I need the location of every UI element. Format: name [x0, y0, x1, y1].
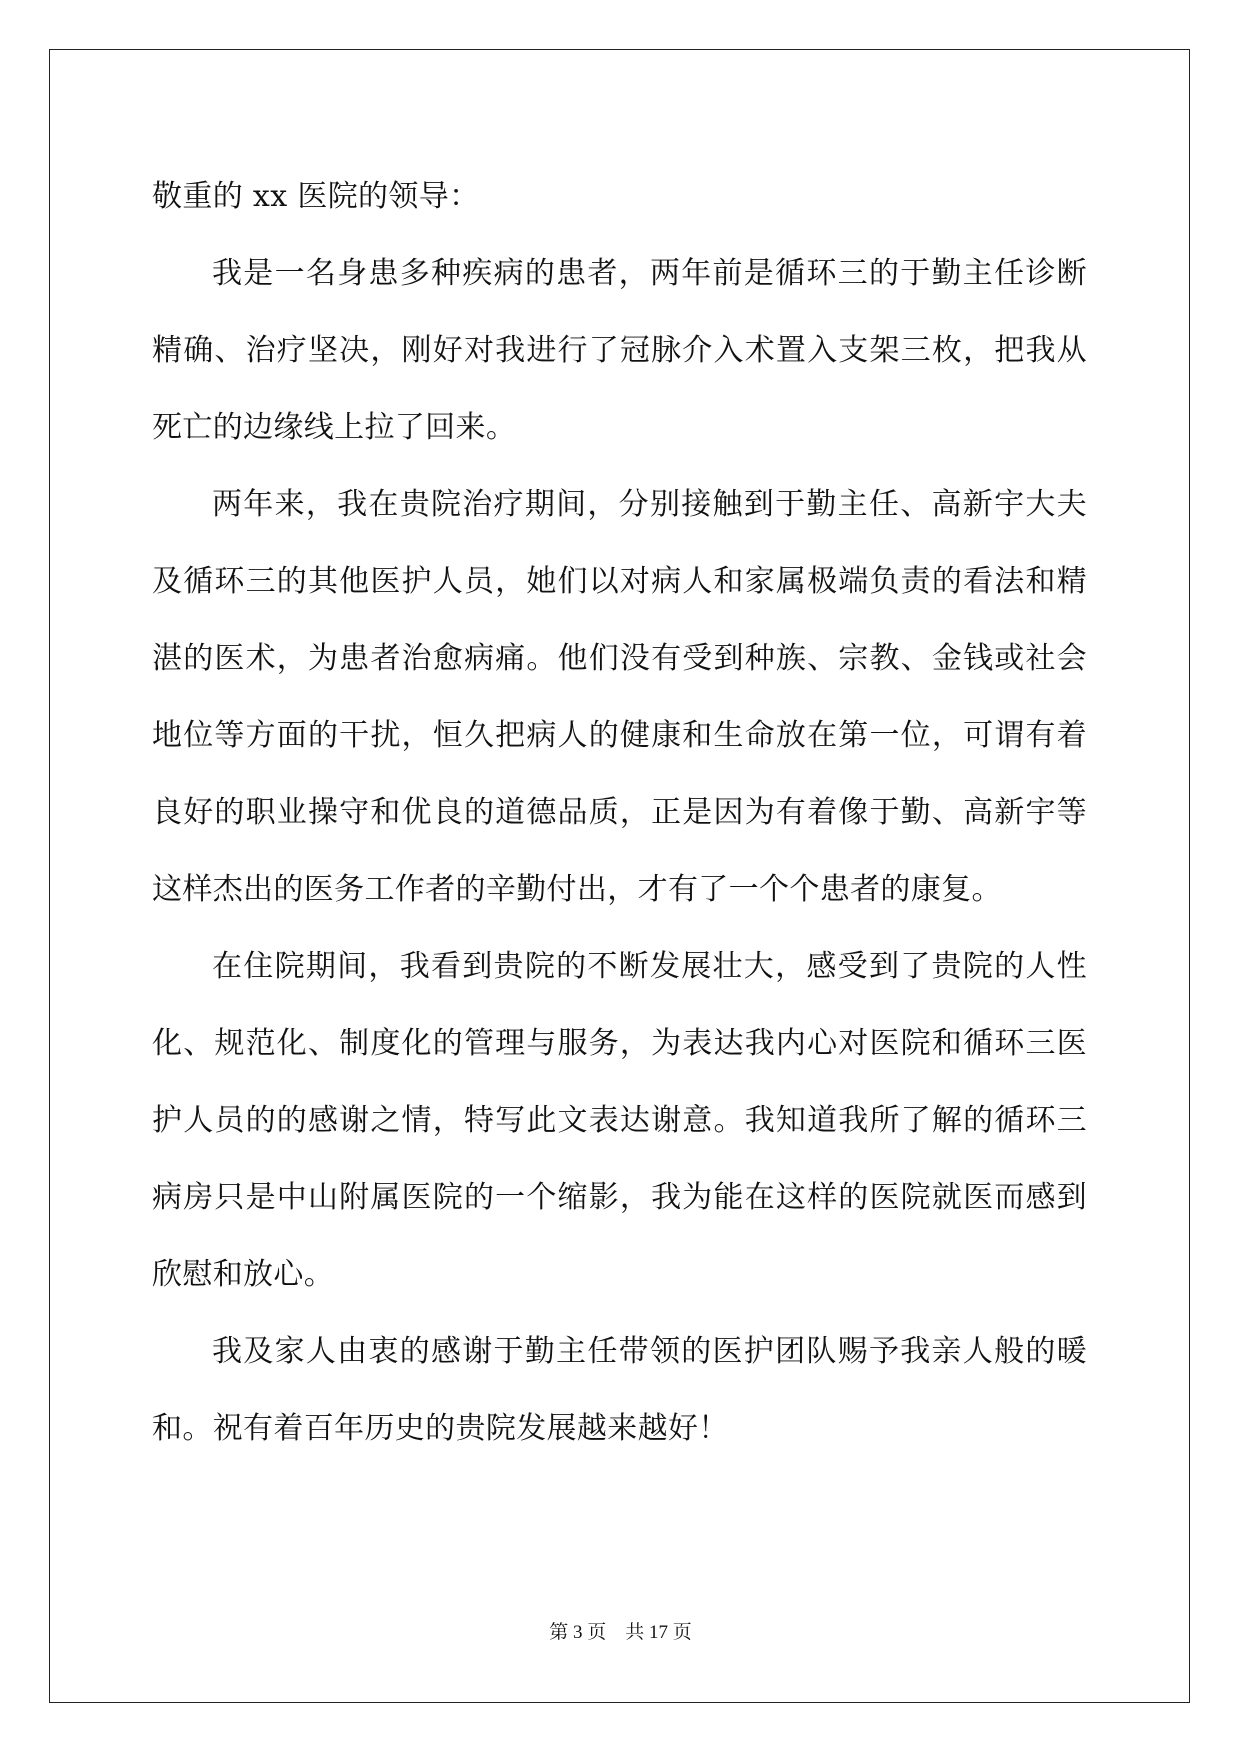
salutation: 敬重的 xx 医院的领导： — [152, 179, 480, 214]
paragraph-2: 两年来，我在贵院治疗期间，分别接触到于勤主任、高新宇大夫及循环三的其他医护人员，她们以对病人和家属极端负责的看法和精湛的医术，为患者治愈病痛。他们没有受到种族、宗教、金钱或社会地位等方面的干扰，恒久把病人的健康和生命放在第一位，可谓有着良好的职业操守和优良的道德品质，正是因为有着像于勤、高新宇等这样杰出的医务工作者的辛勤付出，才有了一个个患者的康复。 — [152, 487, 1087, 907]
page-number-label: 第 3 页 共 17 页 — [549, 1622, 692, 1643]
paragraph-3: 在住院期间，我看到贵院的不断发展壮大，感受到了贵院的人性化、规范化、制度化的管理与服务，为表达我内心对医院和循环三医护人员的的感谢之情，特写此文表达谢意。我知道我所了解的循环三病房只是中山附属医院的一个缩影，我为能在这样的医院就医而感到欣慰和放心。 — [152, 949, 1087, 1292]
paragraph-4: 我及家人由衷的感谢于勤主任带领的医护团队赐予我亲人般的暖和。祝有着百年历史的贵院发展越来越好！ — [152, 1334, 1087, 1446]
paragraph-1: 我是一名身患多种疾病的患者，两年前是循环三的于勤主任诊断精确、治疗坚决，刚好对我进行了冠脉介入术置入支架三枚，把我从死亡的边缘线上拉了回来。 — [152, 256, 1087, 445]
page-number-footer — [0, 1617, 1241, 1644]
letter-body — [152, 158, 1087, 1467]
